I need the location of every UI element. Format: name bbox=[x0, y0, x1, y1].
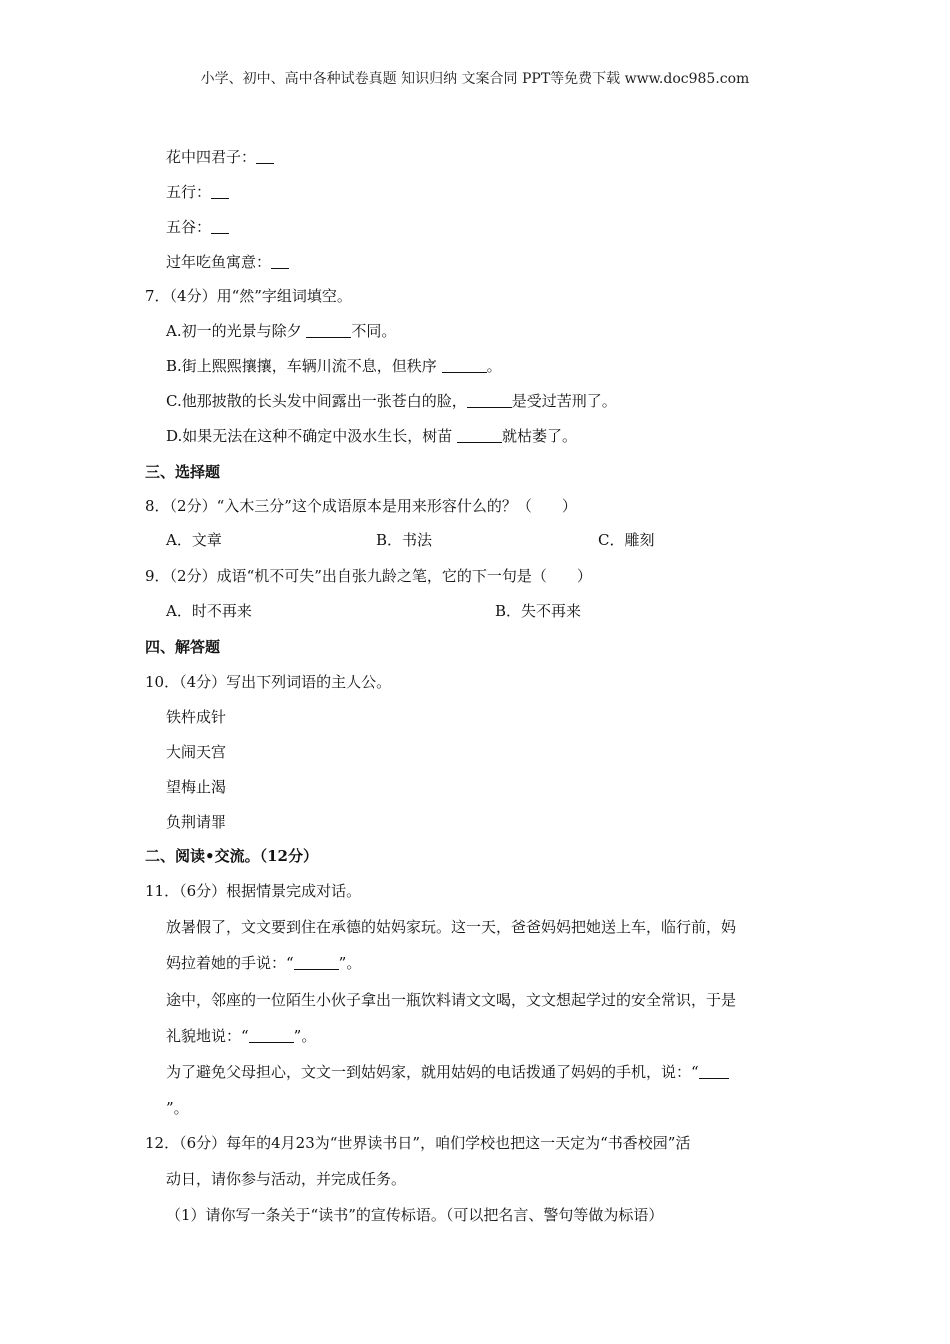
q11-para2-line2: 礼貌地说：“ ”。 bbox=[166, 1027, 317, 1045]
q7-option-c: C.他那披散的长头发中间露出一张苍白的脸， 是受过苦刑了。 bbox=[166, 392, 617, 410]
section-3-title: 三、选择题 bbox=[145, 463, 221, 481]
q6-item-3: 五谷： bbox=[166, 217, 229, 237]
section-4-title: 四、解答题 bbox=[145, 638, 221, 656]
q10-item-1: 铁杵成针 bbox=[166, 708, 227, 726]
q11-para2-line1: 途中，邻座的一位陌生小伙子拿出一瓶饮料请文文喝，文文想起学过的安全常识，于是 bbox=[166, 991, 737, 1009]
q10-item-2: 大闹天宫 bbox=[166, 743, 227, 761]
q7-option-a: A.初一的光景与除夕 不同。 bbox=[166, 322, 397, 340]
q12-stem-line2: 动日，请你参与活动，并完成任务。 bbox=[166, 1170, 407, 1188]
q12-stem-line1: 12．（6分）每年的4月23为“世界读书日”，咱们学校也把这一天定为“书香校园”活 bbox=[145, 1134, 691, 1152]
page-header: 小学、初中、高中各种试卷真题 知识归纳 文案合同 PPT等免费下载 www.doc985.com bbox=[200, 71, 750, 87]
q9-option-a: A．时不再来 bbox=[166, 602, 252, 620]
q6-item-4: 过年吃鱼寓意： bbox=[166, 252, 289, 272]
q10-item-3: 望梅止渴 bbox=[166, 778, 227, 796]
q11-stem: 11．（6分）根据情景完成对话。 bbox=[145, 882, 362, 900]
q8-option-c: C．雕刻 bbox=[598, 531, 655, 549]
q10-item-4: 负荆请罪 bbox=[166, 813, 227, 831]
q8-option-b: B．书法 bbox=[376, 531, 433, 549]
q9-stem: 9．（2分）成语“机不可失”出自张九龄之笔，它的下一句是（ ） bbox=[145, 567, 592, 585]
q9-option-b: B．失不再来 bbox=[495, 602, 582, 620]
q8-option-a: A．文章 bbox=[166, 531, 222, 549]
q6-item-2: 五行： bbox=[166, 182, 229, 202]
section-2-title: 二、阅读•交流。（12分） bbox=[145, 847, 318, 865]
q11-para1-line2: 妈拉着她的手说：“ ”。 bbox=[166, 954, 362, 972]
q11-para3-line1: 为了避免父母担心，文文一到姑妈家，就用姑妈的电话拨通了妈妈的手机，说：“ bbox=[166, 1062, 729, 1082]
q11-para3-line2: ”。 bbox=[166, 1099, 189, 1117]
q10-stem: 10．（4分）写出下列词语的主人公。 bbox=[145, 673, 392, 691]
q6-item-1: 花中四君子： bbox=[166, 147, 274, 167]
q12-sub-1: （1）请你写一条关于“读书”的宣传标语。（可以把名言、警句等做为标语） bbox=[166, 1206, 664, 1224]
q7-option-b: B.街上熙熙攘攘，车辆川流不息，但秩序 。 bbox=[166, 357, 502, 375]
q7-option-d: D.如果无法在这种不确定中汲水生长，树苗 就枯萎了。 bbox=[166, 427, 578, 445]
q7-stem: 7．（4分）用“然”字组词填空。 bbox=[145, 287, 352, 305]
q11-para1-line1: 放暑假了，文文要到住在承德的姑妈家玩。这一天，爸爸妈妈把她送上车，临行前，妈 bbox=[166, 918, 737, 936]
q8-stem: 8．（2分）“入木三分”这个成语原本是用来形容什么的？（ ） bbox=[145, 497, 577, 515]
